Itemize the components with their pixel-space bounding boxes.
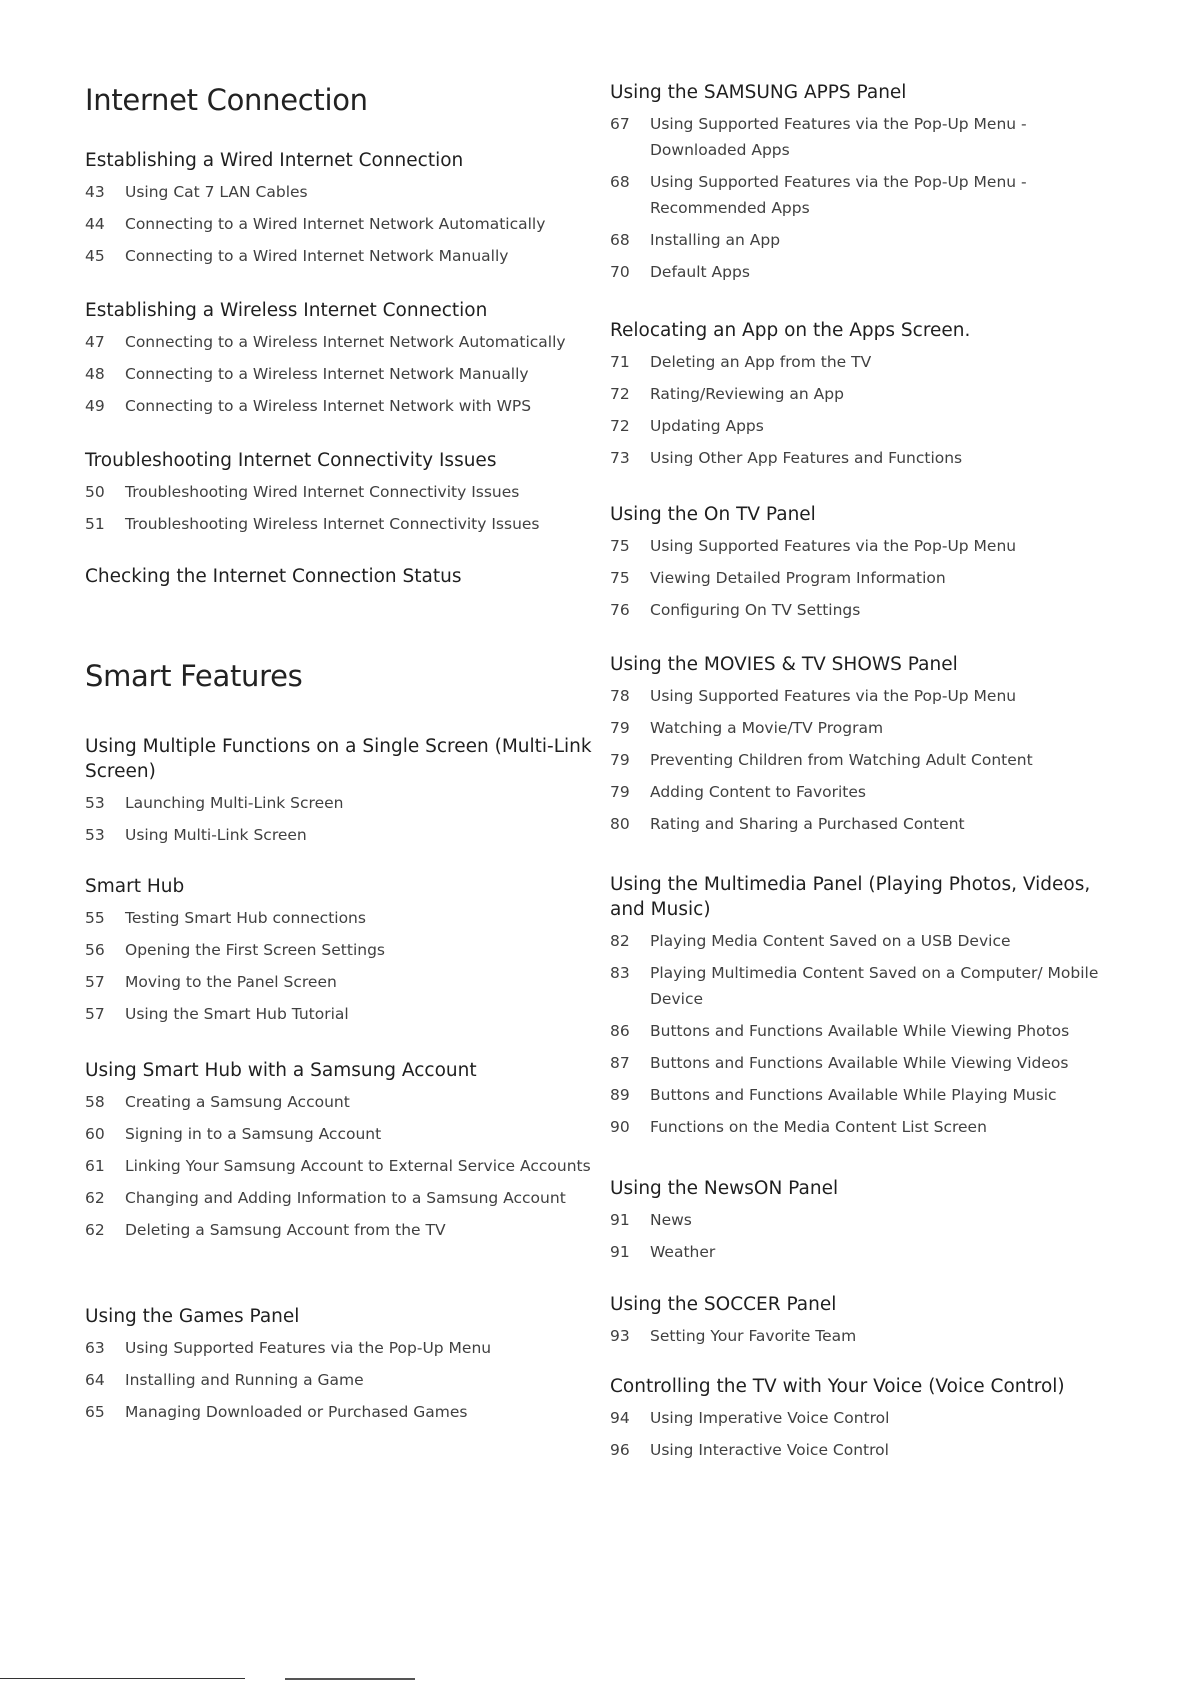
page-number: 44 xyxy=(85,215,105,233)
toc-entry[interactable] xyxy=(85,1335,595,1361)
toc-entry[interactable] xyxy=(85,905,595,931)
page-number: 62 xyxy=(85,1189,105,1207)
entry-text: Connecting to a Wireless Internet Network with WPS xyxy=(125,397,532,415)
toc-entry[interactable] xyxy=(85,179,595,205)
entry-text: Deleting an App from the TV xyxy=(650,353,872,371)
toc-entry[interactable] xyxy=(85,1121,595,1147)
entry-text: Using Supported Features via the Pop-Up Menu xyxy=(125,1339,492,1357)
section-title[interactable]: Using Multiple Functions on a Single Screen (Multi-Link Screen) xyxy=(85,736,592,782)
entry-text: Deleting a Samsung Account from the TV xyxy=(125,1221,446,1239)
page-number: 51 xyxy=(85,515,105,533)
entry-text: Using Cat 7 LAN Cables xyxy=(125,183,308,201)
entry-text: Launching Multi-Link Screen xyxy=(125,794,344,812)
page-number: 93 xyxy=(610,1327,630,1345)
toc-entry[interactable] xyxy=(610,565,1130,591)
entry-text: Rating and Sharing a Purchased Content xyxy=(650,815,965,833)
entry-text: Using Imperative Voice Control xyxy=(650,1409,890,1427)
section-title[interactable]: Using Smart Hub with a Samsung Account xyxy=(85,1060,477,1081)
section-title[interactable]: Using the SOCCER Panel xyxy=(610,1294,837,1315)
toc-entry[interactable] xyxy=(85,1185,595,1211)
page-number: 48 xyxy=(85,365,105,383)
page-number: 45 xyxy=(85,247,105,265)
toc-section xyxy=(610,872,1130,1140)
page-number: 62 xyxy=(85,1221,105,1239)
page-number: 80 xyxy=(610,815,630,833)
page-number: 68 xyxy=(610,231,630,249)
toc-entry[interactable] xyxy=(610,1114,1130,1140)
page-number: 90 xyxy=(610,1118,630,1136)
toc-entry[interactable] xyxy=(85,969,595,995)
page-number: 56 xyxy=(85,941,105,959)
toc-entry[interactable] xyxy=(85,1153,595,1179)
page-number: 53 xyxy=(85,826,105,844)
section-title[interactable]: Checking the Internet Connection Status xyxy=(85,566,462,587)
page-number: 60 xyxy=(85,1125,105,1143)
page-number: 72 xyxy=(610,385,630,403)
entry-text: Connecting to a Wireless Internet Network Automatically xyxy=(125,333,566,351)
entry-text: Updating Apps xyxy=(650,417,764,435)
page-number: 73 xyxy=(610,449,630,467)
section-title[interactable]: Using the Games Panel xyxy=(85,1306,300,1327)
toc-entry[interactable] xyxy=(610,533,1130,559)
toc-section xyxy=(610,1176,1130,1265)
section-title[interactable]: Smart Hub xyxy=(85,876,185,897)
page-number: 89 xyxy=(610,1086,630,1104)
entry-text: Using Supported Features via the Pop-Up Menu xyxy=(650,537,1017,555)
toc-entry[interactable] xyxy=(610,1405,1130,1431)
entry-text: Configuring On TV Settings xyxy=(650,601,861,619)
toc-entry[interactable] xyxy=(610,928,1130,954)
page-number: 83 xyxy=(610,964,630,982)
toc-section xyxy=(610,502,1130,623)
toc-entry[interactable] xyxy=(85,937,595,963)
toc-entry[interactable] xyxy=(610,169,1100,221)
toc-entry[interactable] xyxy=(610,227,1100,253)
toc-entry[interactable] xyxy=(610,960,1130,1012)
toc-entry[interactable] xyxy=(610,779,1130,805)
entry-text: Watching a Movie/TV Program xyxy=(650,719,884,737)
page-number: 91 xyxy=(610,1243,630,1261)
page-number: 75 xyxy=(610,537,630,555)
toc-entry[interactable] xyxy=(85,361,595,387)
toc-entry[interactable] xyxy=(85,1001,595,1027)
page-number: 82 xyxy=(610,932,630,950)
entry-text: Using Interactive Voice Control xyxy=(650,1441,889,1459)
entry-text: Default Apps xyxy=(650,263,750,281)
toc-section xyxy=(610,318,1130,471)
toc-section xyxy=(610,80,1100,285)
chapter-smart-features xyxy=(85,658,595,694)
page-number: 68 xyxy=(610,173,630,191)
entry-text: Connecting to a Wireless Internet Network Manually xyxy=(125,365,529,383)
page-number: 79 xyxy=(610,751,630,769)
toc-entry[interactable] xyxy=(610,1323,1130,1349)
entry-text: Buttons and Functions Available While Viewing Photos xyxy=(650,1022,1070,1040)
entry-text: Using Supported Features via the Pop-Up Menu - Recommended Apps xyxy=(650,173,1027,217)
page-number: 87 xyxy=(610,1054,630,1072)
entry-text: Viewing Detailed Program Information xyxy=(650,569,946,587)
section-title[interactable]: Using the Multimedia Panel (Playing Photos, Videos, and Music) xyxy=(610,874,1091,920)
entry-text: Changing and Adding Information to a Samsung Account xyxy=(125,1189,566,1207)
toc-section xyxy=(610,1374,1130,1463)
page-number: 43 xyxy=(85,183,105,201)
entry-text: Playing Media Content Saved on a USB Device xyxy=(650,932,1011,950)
entry-text: Connecting to a Wired Internet Network Manually xyxy=(125,247,509,265)
entry-text: Installing an App xyxy=(650,231,781,249)
footer-rule xyxy=(0,1678,245,1679)
toc-section xyxy=(85,148,595,269)
entry-text: Installing and Running a Game xyxy=(125,1371,364,1389)
section-title[interactable]: Using the On TV Panel xyxy=(610,504,816,525)
toc-entry[interactable] xyxy=(610,445,1130,471)
toc-entry[interactable] xyxy=(610,597,1130,623)
page-number: 50 xyxy=(85,483,105,501)
entry-text: Managing Downloaded or Purchased Games xyxy=(125,1403,468,1421)
page-number: 79 xyxy=(610,783,630,801)
entry-text: Troubleshooting Wired Internet Connectivity Issues xyxy=(125,483,520,501)
page-number: 96 xyxy=(610,1441,630,1459)
entry-text: Connecting to a Wired Internet Network Automatically xyxy=(125,215,546,233)
page-number: 78 xyxy=(610,687,630,705)
toc-entry[interactable] xyxy=(85,1089,595,1115)
toc-entry[interactable] xyxy=(85,1217,595,1243)
entry-text: Using Multi-Link Screen xyxy=(125,826,307,844)
entry-text: Creating a Samsung Account xyxy=(125,1093,350,1111)
page-number: 53 xyxy=(85,794,105,812)
page-number: 64 xyxy=(85,1371,105,1389)
entry-text: Using the Smart Hub Tutorial xyxy=(125,1005,349,1023)
entry-text: Opening the First Screen Settings xyxy=(125,941,385,959)
chapter-title: Internet Connection xyxy=(85,83,368,117)
entry-text: Weather xyxy=(650,1243,716,1261)
entry-text: Buttons and Functions Available While Viewing Videos xyxy=(650,1054,1069,1072)
section-title[interactable]: Using the SAMSUNG APPS Panel xyxy=(610,82,907,103)
entry-text: Testing Smart Hub connections xyxy=(125,909,366,927)
page-number: 76 xyxy=(610,601,630,619)
toc-entry[interactable] xyxy=(610,715,1130,741)
toc-entry[interactable] xyxy=(85,822,595,848)
page-number: 79 xyxy=(610,719,630,737)
section-title[interactable]: Establishing a Wireless Internet Connection xyxy=(85,300,488,321)
toc-section xyxy=(85,1058,595,1243)
entry-text: Functions on the Media Content List Screen xyxy=(650,1118,987,1136)
section-title[interactable]: Controlling the TV with Your Voice (Voice Control) xyxy=(610,1376,1065,1397)
toc-entry[interactable] xyxy=(610,1207,1130,1233)
toc-section xyxy=(610,652,1130,837)
chapter-title: Smart Features xyxy=(85,659,303,693)
toc-entry[interactable] xyxy=(610,1018,1130,1044)
toc-entry[interactable] xyxy=(610,381,1130,407)
toc-entry[interactable] xyxy=(85,393,595,419)
toc-section xyxy=(85,874,595,1027)
entry-text: Linking Your Samsung Account to External Service Accounts xyxy=(125,1157,591,1175)
page-number: 94 xyxy=(610,1409,630,1427)
toc-entry[interactable] xyxy=(610,747,1130,773)
page-number: 57 xyxy=(85,973,105,991)
toc-entry[interactable] xyxy=(610,349,1130,375)
toc-entry[interactable] xyxy=(610,683,1130,709)
toc-entry[interactable] xyxy=(610,1050,1130,1076)
toc-entry[interactable] xyxy=(610,413,1130,439)
section-title[interactable]: Using the NewsON Panel xyxy=(610,1178,839,1199)
entry-text: Rating/Reviewing an App xyxy=(650,385,844,403)
page-number: 57 xyxy=(85,1005,105,1023)
page-number: 70 xyxy=(610,263,630,281)
section-title[interactable]: Troubleshooting Internet Connectivity Issues xyxy=(85,450,497,471)
entry-text: Preventing Children from Watching Adult Content xyxy=(650,751,1033,769)
page-number: 86 xyxy=(610,1022,630,1040)
toc-entry[interactable] xyxy=(610,1239,1130,1265)
footer-rule-accent xyxy=(285,1678,415,1680)
page-number: 61 xyxy=(85,1157,105,1175)
toc-entry[interactable] xyxy=(85,479,595,505)
page-number: 55 xyxy=(85,909,105,927)
toc-section xyxy=(85,564,595,589)
toc-entry[interactable] xyxy=(85,1399,595,1425)
entry-text: Moving to the Panel Screen xyxy=(125,973,337,991)
toc-entry[interactable] xyxy=(610,1082,1130,1108)
section-title[interactable]: Using the MOVIES & TV SHOWS Panel xyxy=(610,654,958,675)
toc-section xyxy=(85,448,595,537)
page-number: 49 xyxy=(85,397,105,415)
chapter-internet-connection xyxy=(85,82,595,118)
toc-entry[interactable] xyxy=(85,329,595,355)
toc-entry[interactable] xyxy=(85,511,595,537)
entry-text: Adding Content to Favorites xyxy=(650,783,866,801)
toc-section xyxy=(610,1292,1130,1349)
entry-text: News xyxy=(650,1211,692,1229)
entry-text: Troubleshooting Wireless Internet Connectivity Issues xyxy=(125,515,540,533)
entry-text: Using Supported Features via the Pop-Up Menu xyxy=(650,687,1017,705)
toc-entry[interactable] xyxy=(610,259,1100,285)
entry-text: Buttons and Functions Available While Playing Music xyxy=(650,1086,1057,1104)
page-number: 65 xyxy=(85,1403,105,1421)
entry-text: Signing in to a Samsung Account xyxy=(125,1125,382,1143)
entry-text: Using Other App Features and Functions xyxy=(650,449,963,467)
toc-section xyxy=(85,734,595,848)
section-title[interactable]: Establishing a Wired Internet Connection xyxy=(85,150,464,171)
toc-entry[interactable] xyxy=(85,1367,595,1393)
toc-entry[interactable] xyxy=(610,1437,1130,1463)
page-number: 47 xyxy=(85,333,105,351)
page-number: 63 xyxy=(85,1339,105,1357)
toc-entry[interactable] xyxy=(610,811,1130,837)
toc-section xyxy=(85,298,595,419)
entry-text: Setting Your Favorite Team xyxy=(650,1327,857,1345)
page-number: 58 xyxy=(85,1093,105,1111)
entry-text: Playing Multimedia Content Saved on a Computer/ Mobile Device xyxy=(650,964,1099,1008)
toc-entry[interactable] xyxy=(85,211,595,237)
page-number: 67 xyxy=(610,115,630,133)
page-number: 71 xyxy=(610,353,630,371)
page-number: 75 xyxy=(610,569,630,587)
page-number: 91 xyxy=(610,1211,630,1229)
toc-entry[interactable] xyxy=(85,790,595,816)
page-number: 72 xyxy=(610,417,630,435)
toc-section xyxy=(85,1304,595,1425)
section-title[interactable]: Relocating an App on the Apps Screen. xyxy=(610,320,971,341)
entry-text: Using Supported Features via the Pop-Up Menu - Downloaded Apps xyxy=(650,115,1027,159)
toc-entry[interactable] xyxy=(85,243,595,269)
toc-entry[interactable] xyxy=(610,111,1100,163)
